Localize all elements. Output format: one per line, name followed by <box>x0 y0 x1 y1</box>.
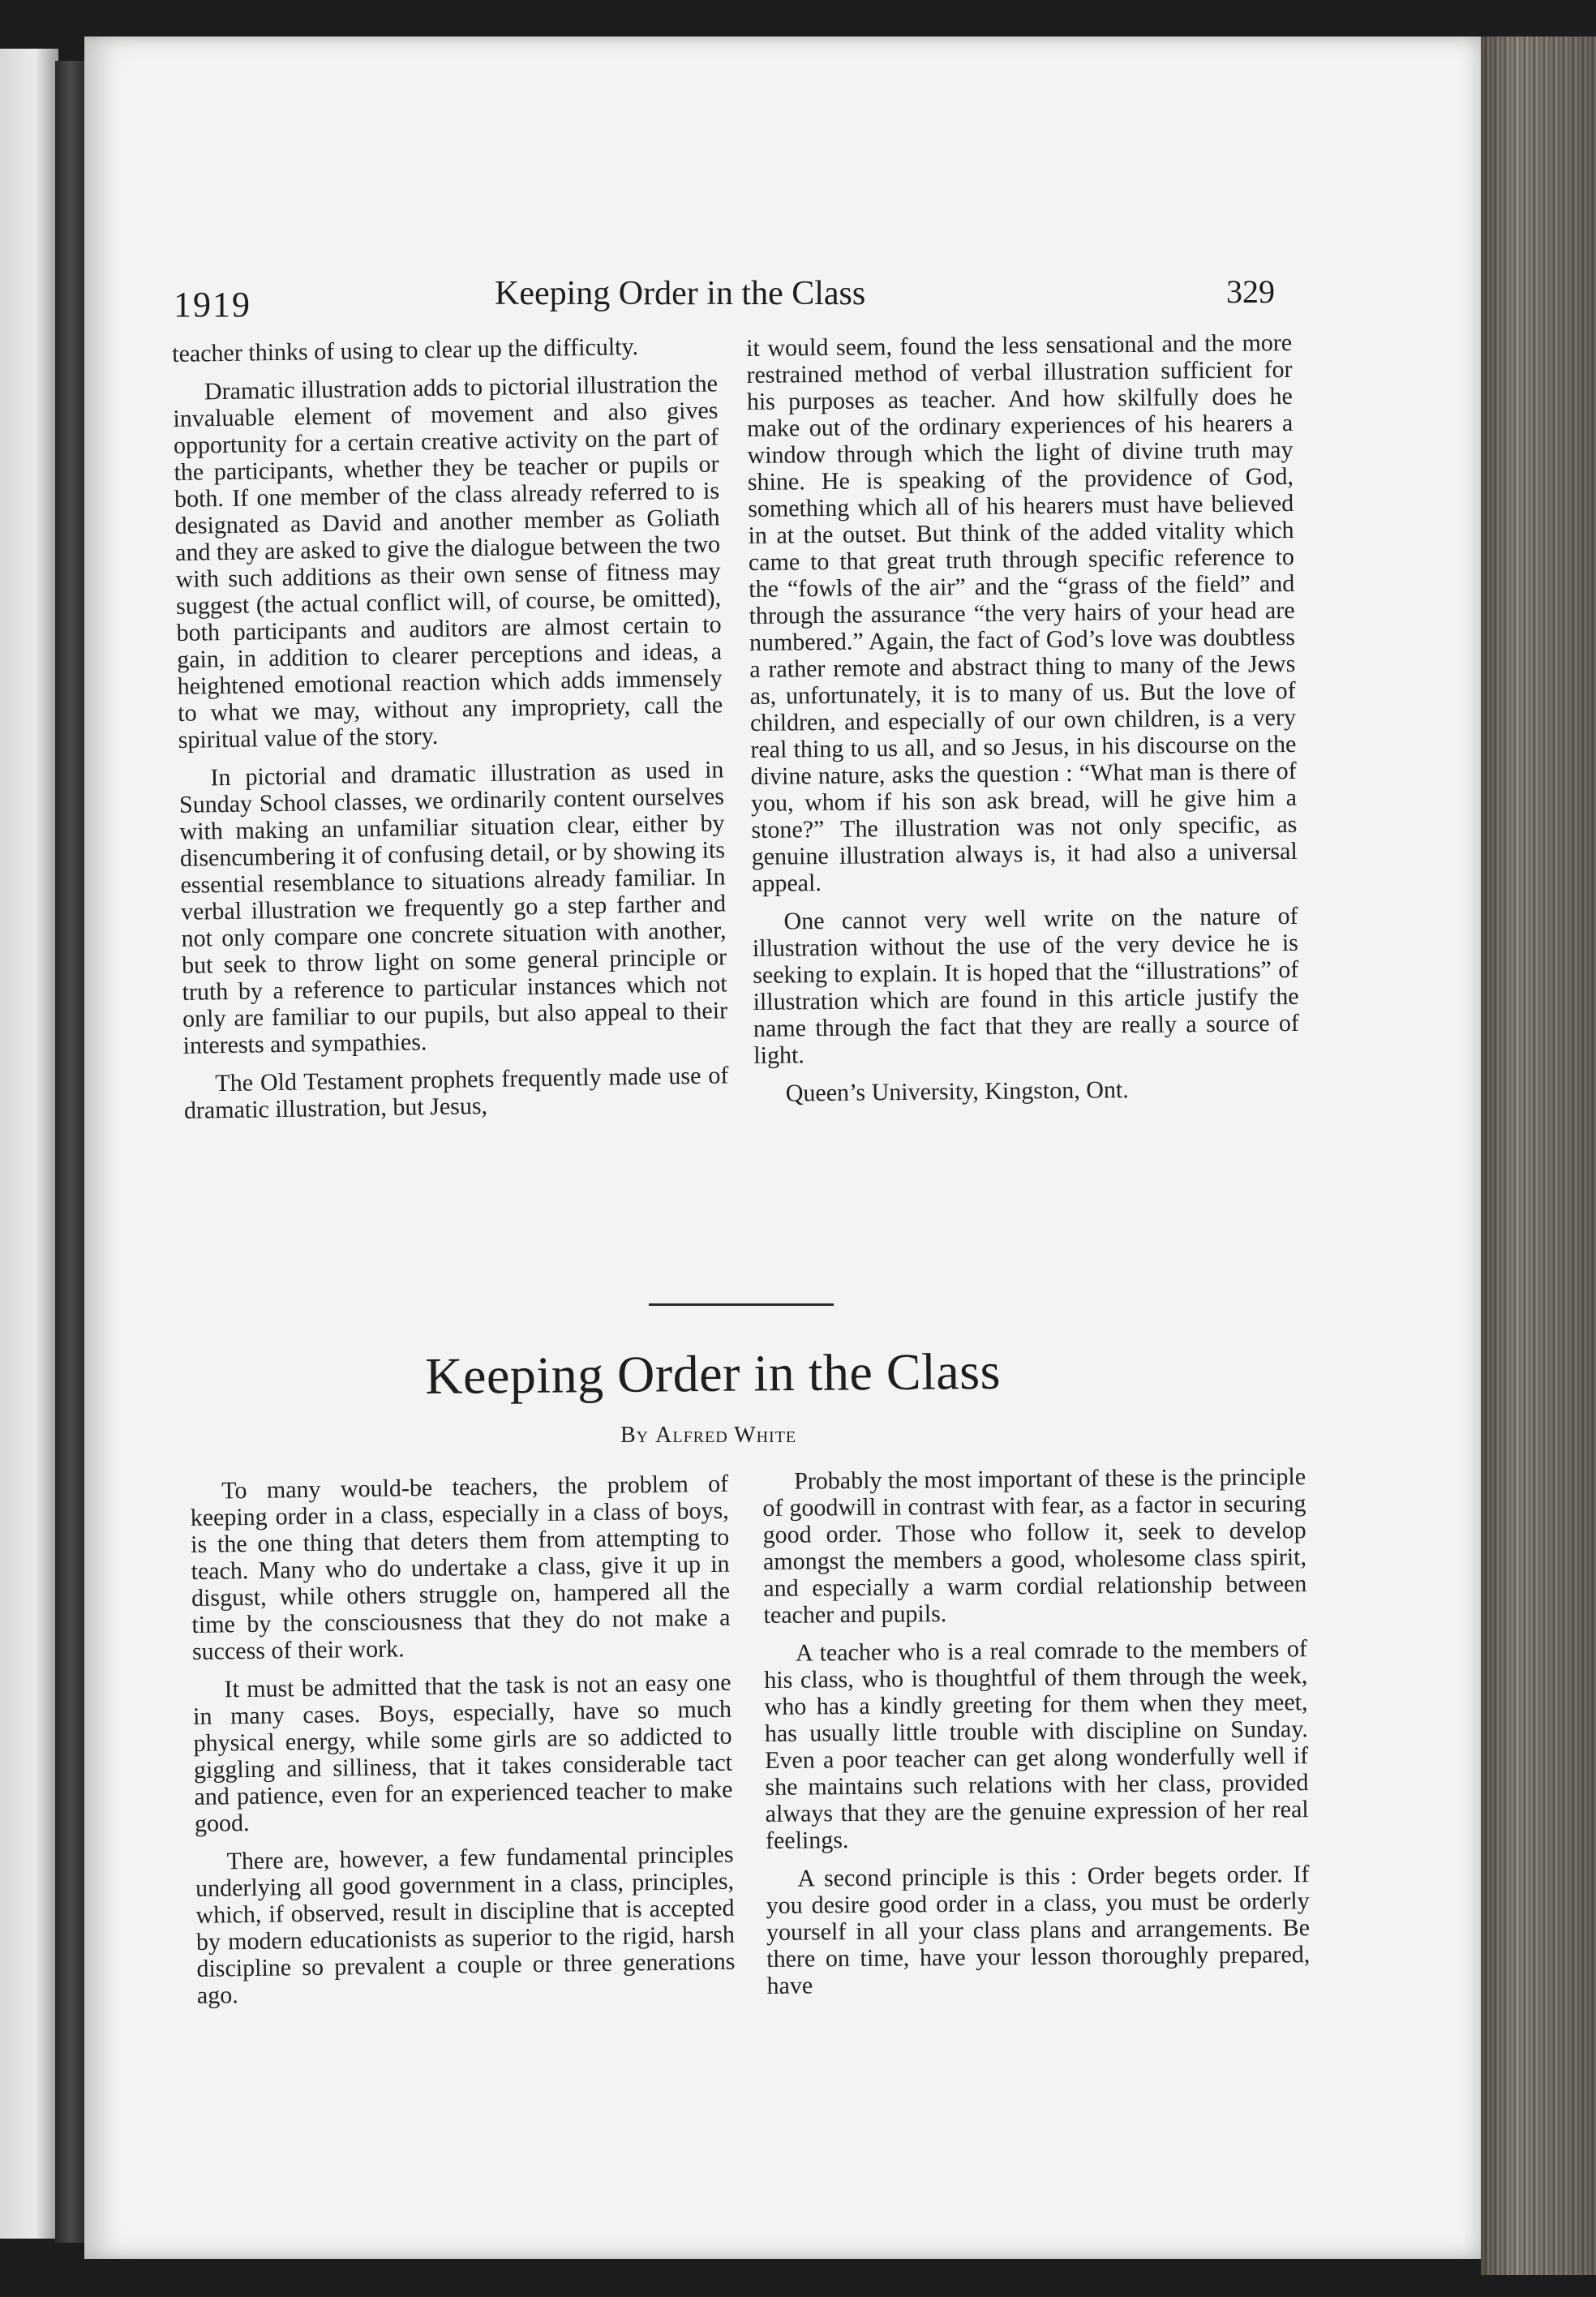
left-page-edge <box>0 49 58 2239</box>
page-stack-shadow <box>1481 36 1596 2275</box>
paragraph: A second principle is this : Order begets order. If you desire good order in a class, you must be orderly yourself in all your class plans and arrangements. Be there on time, have your lesson thoroughly prepared, have <box>766 1861 1311 1999</box>
paragraph: There are, however, a few fundamental principles underlying all good government in a class, principles, which, if observed, result in discipline that is accepted by modern educationists as superior to the rigid, harsh discipline so prevalent a couple or three generations ago. <box>195 1840 736 2009</box>
author-affiliation: Queen’s University, Kingston, Ont. <box>785 1076 1129 1107</box>
running-head-year: 1919 <box>174 285 251 324</box>
paragraph: To many would-be teachers, the problem of keeping order in a class, especially in a class of boys, is the one thing that deters them from attempting to teach. Many who do undertake a class, give it up in disgust, while others struggle on, hampered all the time by the consciousness that they do not make a success of their work. <box>190 1470 731 1665</box>
paragraph: It must be admitted that the task is not an easy one in many cases. Boys, especially, have so much physical energy, while some girls are so addicted to giggling and silliness, that it takes considerable tact and patience, even for an experienced teacher to make good. <box>192 1668 733 1837</box>
top-right-column <box>746 329 1300 1118</box>
byline-author: Alfred White <box>655 1423 797 1448</box>
paragraph: it would seem, found the less sensational and the more restrained method of verbal illustration sufficient for his purposes as teacher. And how skilfully does he make out of the ordinary experiences of his hearers a window through which the light of divine truth may shine. He is speaking of the providence of God, something which all of his hearers must have believed in at the outset. But think of the added vitality which came to that great truth through specific reference to the “fowls of the air” and the “grass of the field” and through the assurance “the very hairs of your head are numbered.” Again, the fact of God’s love was doubtless a rather remote and abstract thing to many of the Jews as, unfortunately, it is to many of us. But the love of children, and especially of our own children, is a very real thing to us all, and so Jesus, in his discourse on the divine nature, asks the question : “What man is there of you, whom if his son ask bread, will he give him a stone?” The illustration was not only specific, as genuine illustration always is, it had also a universal appeal. <box>746 328 1298 897</box>
byline <box>620 1423 796 1449</box>
bottom-left-column <box>190 1471 736 2020</box>
byline-prefix: By <box>620 1423 650 1448</box>
bottom-right-column <box>762 1463 1311 2011</box>
book-gutter <box>55 61 86 2243</box>
page-number: 329 <box>1226 273 1275 310</box>
article-title: Keeping Order in the Class <box>425 1342 1002 1405</box>
paragraph: A teacher who is a real comrade to the members of his class, who is thoughtful of them through the week, who has a kindly greeting for them when they meet, has usually little trouble with discipline on Sunday. Even a poor teacher can get along wonderfully well if she maintains such relations with her class, provided always that they are the genuine expression of her real feelings. <box>764 1635 1309 1854</box>
paragraph: One cannot very well write on the nature of illustration without the use of the very device he is seeking to explain. It is hoped that the “illustrations” of illustration which are found in this article justify the name through the fact that they are really a source of light. <box>752 902 1300 1069</box>
running-head-title: Keeping Order in the Class <box>495 275 866 312</box>
paragraph: The Old Testament prophets frequently made use of dramatic illustration, but Jesus, <box>183 1062 729 1124</box>
paragraph: Probably the most important of these is the principle of goodwill in contrast with fear, as a factor in securing good order. Those who follow it, seek to develop amongst the members a good, wholesome class spirit, and especially a warm cordial relationship between teacher and pupils. <box>762 1463 1307 1629</box>
paragraph: teacher thinks of using to clear up the difficulty. <box>172 333 639 367</box>
section-divider <box>649 1303 834 1306</box>
top-left-column <box>172 332 729 1135</box>
paragraph: Dramatic illustration adds to pictorial illustration the invaluable element of movement and also gives opportunity for a certain creative activity on the part of the participants, whether they be teacher or pupils or both. If one member of the class already referred to is designated as David and another member as Goliath and they are asked to give the dialogue between the two with such additions as their own sense of fitness may suggest (the actual conflict will, of course, be omitted), both participants and auditors are almost certain to gain, in addition to clearer perceptions and ideas, a heightened emotional reaction which adds immensely to what we may, without any impropriety, call the spiritual value of the story. <box>173 370 723 754</box>
paragraph: In pictorial and dramatic illustration as used in Sunday School classes, we ordinarily content ourselves with making an unfamiliar situation clear, either by disencumbering it of confusing detail, or by showing its essential resemblance to situations already familiar. In verbal illustration we frequently go a step farther and not only compare one concrete situation with another, but seek to throw light on some general principle or truth by a reference to particular instances which not only are familiar to our pupils, but also appeal to their interests and sympathies. <box>178 756 728 1059</box>
